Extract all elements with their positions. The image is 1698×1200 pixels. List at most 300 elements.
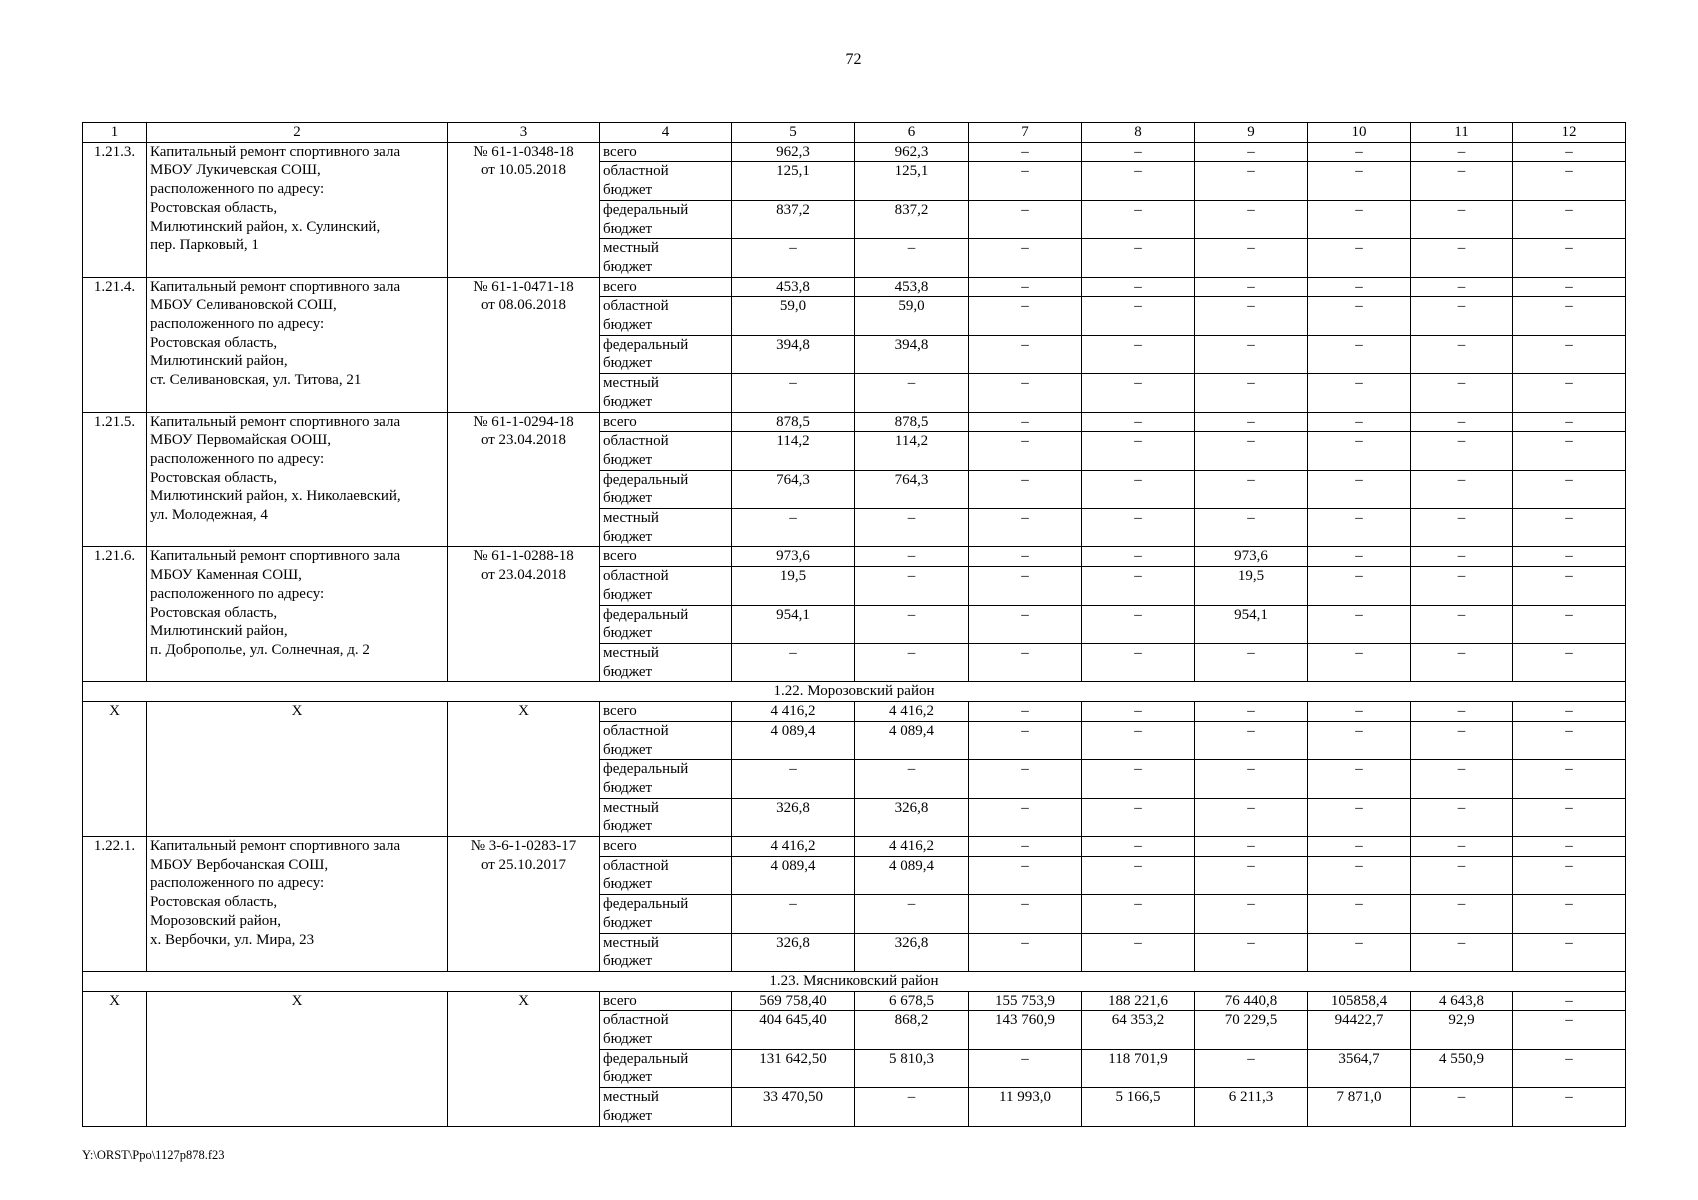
item-number: 1.21.4. xyxy=(83,277,147,412)
value-col-8: – xyxy=(1082,895,1195,933)
value-col-10: – xyxy=(1308,643,1411,681)
value-col-11: – xyxy=(1411,1088,1513,1126)
value-col-12: – xyxy=(1513,605,1626,643)
value-col-7: – xyxy=(969,760,1082,798)
value-col-10: – xyxy=(1308,856,1411,894)
value-col-5: 33 470,50 xyxy=(732,1088,855,1126)
value-col-10: – xyxy=(1308,567,1411,605)
value-col-10: – xyxy=(1308,412,1411,432)
budget-type: всего xyxy=(600,837,732,857)
value-col-5: 453,8 xyxy=(732,277,855,297)
value-col-6: – xyxy=(855,239,969,277)
value-col-10: 94422,7 xyxy=(1308,1011,1411,1049)
budget-type: федеральный бюджет xyxy=(600,760,732,798)
value-col-10: – xyxy=(1308,470,1411,508)
value-col-10: – xyxy=(1308,933,1411,971)
table-row xyxy=(83,702,1626,722)
value-col-5: 4 416,2 xyxy=(732,702,855,722)
value-col-8: – xyxy=(1082,760,1195,798)
value-col-10: 3564,7 xyxy=(1308,1049,1411,1087)
value-col-8: – xyxy=(1082,798,1195,836)
header-cell-2: 2 xyxy=(147,123,448,143)
value-col-12: – xyxy=(1513,200,1626,238)
value-col-7: – xyxy=(969,162,1082,200)
value-col-12: – xyxy=(1513,721,1626,759)
value-col-9: 76 440,8 xyxy=(1195,991,1308,1011)
table-row xyxy=(83,412,1626,432)
header-cell-5: 5 xyxy=(732,123,855,143)
value-col-7: – xyxy=(969,335,1082,373)
value-col-9: – xyxy=(1195,798,1308,836)
budget-type: областной бюджет xyxy=(600,567,732,605)
value-col-8: – xyxy=(1082,721,1195,759)
value-col-10: – xyxy=(1308,432,1411,470)
header-cell-4: 4 xyxy=(600,123,732,143)
header-cell-12: 12 xyxy=(1513,123,1626,143)
value-col-12: – xyxy=(1513,1049,1626,1087)
section-title: 1.23. Мясниковский район xyxy=(83,971,1626,991)
value-col-5: – xyxy=(732,643,855,681)
value-col-9: – xyxy=(1195,142,1308,162)
section-row xyxy=(83,682,1626,702)
value-col-7: – xyxy=(969,200,1082,238)
value-col-6: 764,3 xyxy=(855,470,969,508)
value-col-11: – xyxy=(1411,895,1513,933)
value-col-6: 453,8 xyxy=(855,277,969,297)
value-col-7: – xyxy=(969,933,1082,971)
value-col-7: – xyxy=(969,374,1082,412)
budget-type: областной бюджет xyxy=(600,432,732,470)
value-col-8: – xyxy=(1082,432,1195,470)
value-col-12: – xyxy=(1513,760,1626,798)
value-col-5: 837,2 xyxy=(732,200,855,238)
value-col-8: – xyxy=(1082,162,1195,200)
value-col-5: 4 416,2 xyxy=(732,837,855,857)
value-col-8: – xyxy=(1082,470,1195,508)
budget-type: федеральный бюджет xyxy=(600,470,732,508)
value-col-12: – xyxy=(1513,277,1626,297)
header-cell-1: 1 xyxy=(83,123,147,143)
value-col-9: – xyxy=(1195,933,1308,971)
value-col-9: – xyxy=(1195,643,1308,681)
value-col-5: – xyxy=(732,895,855,933)
budget-type: федеральный бюджет xyxy=(600,200,732,238)
value-col-10: – xyxy=(1308,142,1411,162)
item-number: X xyxy=(83,991,147,1126)
value-col-9: – xyxy=(1195,412,1308,432)
value-col-7: – xyxy=(969,721,1082,759)
value-col-5: 114,2 xyxy=(732,432,855,470)
value-col-7: 155 753,9 xyxy=(969,991,1082,1011)
value-col-6: 326,8 xyxy=(855,933,969,971)
value-col-10: – xyxy=(1308,895,1411,933)
value-col-8: – xyxy=(1082,567,1195,605)
value-col-8: – xyxy=(1082,702,1195,722)
value-col-9: – xyxy=(1195,162,1308,200)
value-col-11: – xyxy=(1411,432,1513,470)
table-row xyxy=(83,547,1626,567)
budget-type: федеральный бюджет xyxy=(600,1049,732,1087)
value-col-6: 125,1 xyxy=(855,162,969,200)
value-col-11: – xyxy=(1411,297,1513,335)
value-col-7: – xyxy=(969,605,1082,643)
item-number: 1.21.3. xyxy=(83,142,147,277)
item-document: X xyxy=(448,991,600,1126)
value-col-9: – xyxy=(1195,760,1308,798)
value-col-12: – xyxy=(1513,1011,1626,1049)
item-document: № 61-1-0294-18 от 23.04.2018 xyxy=(448,412,600,547)
value-col-7: 11 993,0 xyxy=(969,1088,1082,1126)
value-col-7: – xyxy=(969,547,1082,567)
value-col-11: – xyxy=(1411,239,1513,277)
value-col-5: 878,5 xyxy=(732,412,855,432)
value-col-12: – xyxy=(1513,239,1626,277)
budget-type: местный бюджет xyxy=(600,1088,732,1126)
value-col-6: 962,3 xyxy=(855,142,969,162)
value-col-9: – xyxy=(1195,297,1308,335)
value-col-6: 4 416,2 xyxy=(855,702,969,722)
value-col-7: – xyxy=(969,412,1082,432)
value-col-5: 4 089,4 xyxy=(732,721,855,759)
value-col-8: – xyxy=(1082,605,1195,643)
value-col-11: – xyxy=(1411,760,1513,798)
value-col-9: 19,5 xyxy=(1195,567,1308,605)
value-col-11: – xyxy=(1411,470,1513,508)
value-col-7: – xyxy=(969,142,1082,162)
value-col-11: – xyxy=(1411,605,1513,643)
value-col-12: – xyxy=(1513,991,1626,1011)
value-col-10: – xyxy=(1308,200,1411,238)
value-col-9: – xyxy=(1195,200,1308,238)
value-col-12: – xyxy=(1513,374,1626,412)
item-document: № 3-6-1-0283-17 от 25.10.2017 xyxy=(448,837,600,972)
value-col-6: – xyxy=(855,605,969,643)
value-col-6: 394,8 xyxy=(855,335,969,373)
value-col-8: – xyxy=(1082,142,1195,162)
value-col-6: 59,0 xyxy=(855,297,969,335)
value-col-5: 59,0 xyxy=(732,297,855,335)
value-col-9: – xyxy=(1195,721,1308,759)
value-col-10: – xyxy=(1308,374,1411,412)
budget-type: местный бюджет xyxy=(600,933,732,971)
value-col-12: – xyxy=(1513,702,1626,722)
value-col-11: – xyxy=(1411,856,1513,894)
value-col-7: – xyxy=(969,643,1082,681)
value-col-12: – xyxy=(1513,856,1626,894)
value-col-9: 973,6 xyxy=(1195,547,1308,567)
budget-table xyxy=(82,122,1626,1127)
value-col-9: – xyxy=(1195,432,1308,470)
value-col-10: – xyxy=(1308,162,1411,200)
value-col-8: – xyxy=(1082,933,1195,971)
value-col-8: – xyxy=(1082,297,1195,335)
value-col-9: – xyxy=(1195,702,1308,722)
value-col-6: – xyxy=(855,895,969,933)
item-name: X xyxy=(147,702,448,837)
value-col-7: – xyxy=(969,856,1082,894)
header-cell-3: 3 xyxy=(448,123,600,143)
value-col-9: – xyxy=(1195,374,1308,412)
value-col-6: 4 089,4 xyxy=(855,856,969,894)
item-number: 1.22.1. xyxy=(83,837,147,972)
value-col-6: – xyxy=(855,547,969,567)
value-col-5: 326,8 xyxy=(732,933,855,971)
value-col-5: 962,3 xyxy=(732,142,855,162)
value-col-7: – xyxy=(969,509,1082,547)
budget-type: областной бюджет xyxy=(600,297,732,335)
value-col-7: – xyxy=(969,702,1082,722)
budget-type: всего xyxy=(600,991,732,1011)
value-col-11: – xyxy=(1411,162,1513,200)
table-row xyxy=(83,837,1626,857)
value-col-12: – xyxy=(1513,470,1626,508)
budget-type: всего xyxy=(600,547,732,567)
value-col-5: 569 758,40 xyxy=(732,991,855,1011)
value-col-12: – xyxy=(1513,432,1626,470)
table-row xyxy=(83,277,1626,297)
value-col-9: – xyxy=(1195,837,1308,857)
value-col-5: – xyxy=(732,239,855,277)
value-col-5: – xyxy=(732,760,855,798)
budget-type: областной бюджет xyxy=(600,721,732,759)
header-cell-9: 9 xyxy=(1195,123,1308,143)
value-col-6: 4 089,4 xyxy=(855,721,969,759)
value-col-9: – xyxy=(1195,856,1308,894)
value-col-10: – xyxy=(1308,837,1411,857)
value-col-8: – xyxy=(1082,374,1195,412)
value-col-10: – xyxy=(1308,760,1411,798)
value-col-12: – xyxy=(1513,895,1626,933)
value-col-10: – xyxy=(1308,547,1411,567)
item-name: Капитальный ремонт спортивного зала МБОУ Селивановской СОШ, расположенного по адресу: Ростовская область, Милютинский район, ст. Селивановская, ул. Титова, 21 xyxy=(147,277,448,412)
item-name: Капитальный ремонт спортивного зала МБОУ Лукичевская СОШ, расположенного по адресу: Ростовская область, Милютинский район, х. Сулинский, пер. Парковый, 1 xyxy=(147,142,448,277)
budget-type: всего xyxy=(600,277,732,297)
value-col-11: – xyxy=(1411,412,1513,432)
value-col-6: – xyxy=(855,1088,969,1126)
value-col-10: – xyxy=(1308,721,1411,759)
budget-type: федеральный бюджет xyxy=(600,895,732,933)
footer-file-path: Y:\ORST\Ppo\1127p878.f23 xyxy=(82,1148,225,1162)
budget-type: местный бюджет xyxy=(600,509,732,547)
value-col-12: – xyxy=(1513,798,1626,836)
value-col-6: 4 416,2 xyxy=(855,837,969,857)
budget-type: местный бюджет xyxy=(600,798,732,836)
value-col-9: 70 229,5 xyxy=(1195,1011,1308,1049)
value-col-12: – xyxy=(1513,412,1626,432)
value-col-6: – xyxy=(855,374,969,412)
value-col-5: 973,6 xyxy=(732,547,855,567)
value-col-5: 764,3 xyxy=(732,470,855,508)
value-col-6: 114,2 xyxy=(855,432,969,470)
table-body xyxy=(83,142,1626,1126)
value-col-5: 131 642,50 xyxy=(732,1049,855,1087)
value-col-9: – xyxy=(1195,277,1308,297)
value-col-5: 326,8 xyxy=(732,798,855,836)
header-cell-11: 11 xyxy=(1411,123,1513,143)
value-col-6: 6 678,5 xyxy=(855,991,969,1011)
value-col-10: – xyxy=(1308,605,1411,643)
value-col-7: – xyxy=(969,470,1082,508)
value-col-6: – xyxy=(855,567,969,605)
value-col-11: – xyxy=(1411,933,1513,971)
value-col-6: 878,5 xyxy=(855,412,969,432)
item-document: № 61-1-0471-18 от 08.06.2018 xyxy=(448,277,600,412)
item-number: 1.21.6. xyxy=(83,547,147,682)
value-col-7: – xyxy=(969,895,1082,933)
value-col-6: – xyxy=(855,509,969,547)
value-col-12: – xyxy=(1513,335,1626,373)
value-col-11: – xyxy=(1411,374,1513,412)
value-col-12: – xyxy=(1513,567,1626,605)
value-col-12: – xyxy=(1513,162,1626,200)
value-col-8: – xyxy=(1082,837,1195,857)
value-col-5: 125,1 xyxy=(732,162,855,200)
value-col-6: – xyxy=(855,760,969,798)
budget-type: всего xyxy=(600,412,732,432)
value-col-11: – xyxy=(1411,277,1513,297)
value-col-6: 837,2 xyxy=(855,200,969,238)
header-cell-7: 7 xyxy=(969,123,1082,143)
value-col-7: – xyxy=(969,1049,1082,1087)
value-col-10: 105858,4 xyxy=(1308,991,1411,1011)
value-col-5: – xyxy=(732,509,855,547)
value-col-11: – xyxy=(1411,200,1513,238)
value-col-8: – xyxy=(1082,335,1195,373)
value-col-8: 118 701,9 xyxy=(1082,1049,1195,1087)
value-col-7: – xyxy=(969,297,1082,335)
value-col-10: 7 871,0 xyxy=(1308,1088,1411,1126)
value-col-5: 954,1 xyxy=(732,605,855,643)
table-header xyxy=(83,123,1626,143)
value-col-7: – xyxy=(969,837,1082,857)
value-col-11: – xyxy=(1411,837,1513,857)
value-col-8: – xyxy=(1082,856,1195,894)
budget-type: федеральный бюджет xyxy=(600,335,732,373)
value-col-10: – xyxy=(1308,335,1411,373)
item-name: X xyxy=(147,991,448,1126)
value-col-5: 394,8 xyxy=(732,335,855,373)
value-col-5: 19,5 xyxy=(732,567,855,605)
budget-type: всего xyxy=(600,702,732,722)
value-col-8: – xyxy=(1082,277,1195,297)
header-cell-10: 10 xyxy=(1308,123,1411,143)
value-col-12: – xyxy=(1513,297,1626,335)
value-col-7: 143 760,9 xyxy=(969,1011,1082,1049)
value-col-12: – xyxy=(1513,142,1626,162)
value-col-11: 4 643,8 xyxy=(1411,991,1513,1011)
value-col-6: 868,2 xyxy=(855,1011,969,1049)
value-col-8: – xyxy=(1082,412,1195,432)
table-header-row xyxy=(83,123,1626,143)
table-row xyxy=(83,142,1626,162)
value-col-10: – xyxy=(1308,277,1411,297)
value-col-11: – xyxy=(1411,721,1513,759)
budget-type: всего xyxy=(600,142,732,162)
value-col-8: – xyxy=(1082,239,1195,277)
table-row xyxy=(83,991,1626,1011)
value-col-9: – xyxy=(1195,470,1308,508)
item-document: X xyxy=(448,702,600,837)
item-name: Капитальный ремонт спортивного зала МБОУ Вербочанская СОШ, расположенного по адресу: Ростовская область, Морозовский район, х. Вербочки, ул. Мира, 23 xyxy=(147,837,448,972)
value-col-5: 404 645,40 xyxy=(732,1011,855,1049)
value-col-9: 6 211,3 xyxy=(1195,1088,1308,1126)
value-col-9: – xyxy=(1195,335,1308,373)
budget-type: федеральный бюджет xyxy=(600,605,732,643)
value-col-11: – xyxy=(1411,335,1513,373)
value-col-11: – xyxy=(1411,547,1513,567)
item-name: Капитальный ремонт спортивного зала МБОУ Первомайская ООШ, расположенного по адресу: Ростовская область, Милютинский район, х. Николаевский, ул. Молодежная, 4 xyxy=(147,412,448,547)
header-cell-8: 8 xyxy=(1082,123,1195,143)
value-col-9: – xyxy=(1195,509,1308,547)
section-row xyxy=(83,971,1626,991)
page-number: 72 xyxy=(845,51,862,68)
value-col-12: – xyxy=(1513,643,1626,681)
budget-type: местный бюджет xyxy=(600,374,732,412)
value-col-8: – xyxy=(1082,643,1195,681)
value-col-11: 92,9 xyxy=(1411,1011,1513,1049)
value-col-9: – xyxy=(1195,239,1308,277)
budget-type: областной бюджет xyxy=(600,856,732,894)
value-col-7: – xyxy=(969,567,1082,605)
value-col-6: 326,8 xyxy=(855,798,969,836)
value-col-8: 64 353,2 xyxy=(1082,1011,1195,1049)
value-col-10: – xyxy=(1308,798,1411,836)
value-col-12: – xyxy=(1513,837,1626,857)
value-col-7: – xyxy=(969,432,1082,470)
value-col-10: – xyxy=(1308,297,1411,335)
value-col-12: – xyxy=(1513,509,1626,547)
budget-type: местный бюджет xyxy=(600,643,732,681)
item-number: X xyxy=(83,702,147,837)
value-col-8: – xyxy=(1082,547,1195,567)
value-col-11: – xyxy=(1411,509,1513,547)
item-document: № 61-1-0348-18 от 10.05.2018 xyxy=(448,142,600,277)
value-col-8: 188 221,6 xyxy=(1082,991,1195,1011)
value-col-7: – xyxy=(969,277,1082,297)
value-col-12: – xyxy=(1513,547,1626,567)
item-document: № 61-1-0288-18 от 23.04.2018 xyxy=(448,547,600,682)
value-col-8: – xyxy=(1082,509,1195,547)
budget-type: местный бюджет xyxy=(600,239,732,277)
budget-type: областной бюджет xyxy=(600,1011,732,1049)
value-col-11: 4 550,9 xyxy=(1411,1049,1513,1087)
value-col-11: – xyxy=(1411,798,1513,836)
value-col-11: – xyxy=(1411,643,1513,681)
value-col-6: 5 810,3 xyxy=(855,1049,969,1087)
value-col-8: 5 166,5 xyxy=(1082,1088,1195,1126)
value-col-6: – xyxy=(855,643,969,681)
value-col-5: – xyxy=(732,374,855,412)
section-title: 1.22. Морозовский район xyxy=(83,682,1626,702)
value-col-5: 4 089,4 xyxy=(732,856,855,894)
value-col-9: – xyxy=(1195,1049,1308,1087)
value-col-12: – xyxy=(1513,1088,1626,1126)
item-number: 1.21.5. xyxy=(83,412,147,547)
value-col-10: – xyxy=(1308,239,1411,277)
value-col-7: – xyxy=(969,798,1082,836)
value-col-11: – xyxy=(1411,142,1513,162)
budget-type: областной бюджет xyxy=(600,162,732,200)
value-col-11: – xyxy=(1411,702,1513,722)
value-col-7: – xyxy=(969,239,1082,277)
value-col-10: – xyxy=(1308,702,1411,722)
value-col-11: – xyxy=(1411,567,1513,605)
value-col-9: – xyxy=(1195,895,1308,933)
item-name: Капитальный ремонт спортивного зала МБОУ Каменная СОШ, расположенного по адресу: Ростовская область, Милютинский район, п. Доброполье, ул. Солнечная, д. 2 xyxy=(147,547,448,682)
header-cell-6: 6 xyxy=(855,123,969,143)
value-col-12: – xyxy=(1513,933,1626,971)
value-col-9: 954,1 xyxy=(1195,605,1308,643)
